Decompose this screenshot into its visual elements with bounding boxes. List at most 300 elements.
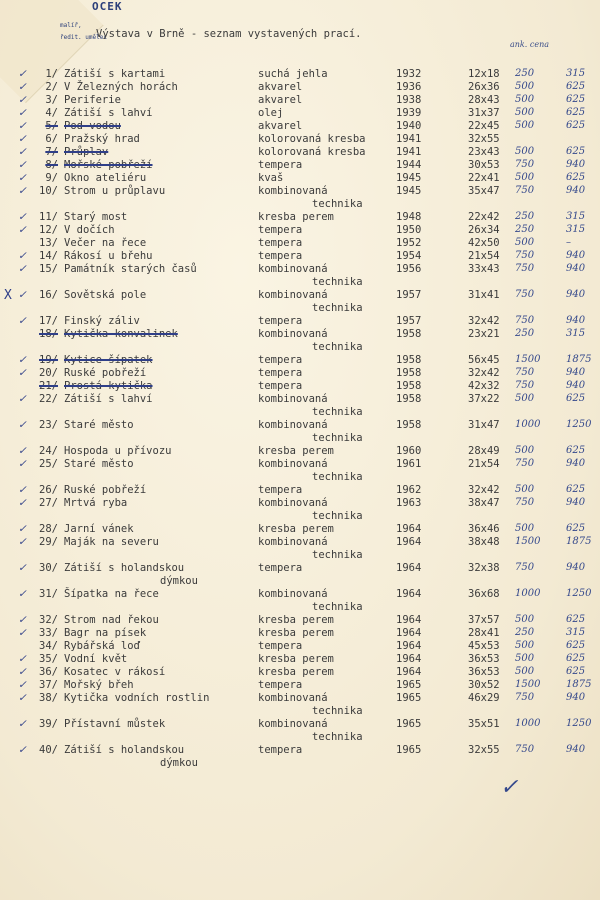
technique: akvarel xyxy=(258,81,303,93)
price-2: 625 xyxy=(566,81,586,92)
year: 1936 xyxy=(396,81,422,93)
dimensions: 35x47 xyxy=(468,185,500,197)
technique: tempera xyxy=(258,562,303,574)
price-2: – xyxy=(566,237,571,248)
price-1: 250 xyxy=(515,224,535,235)
year: 1964 xyxy=(396,588,422,600)
artwork-title: Bagr na písek xyxy=(64,627,147,639)
list-item xyxy=(0,640,600,653)
check-mark: ✓ xyxy=(18,653,27,665)
year: 1932 xyxy=(396,68,422,80)
artwork-title: V dočích xyxy=(64,224,115,236)
artwork-title: Mořské pobřeží xyxy=(64,159,153,171)
list-item xyxy=(0,146,600,159)
artwork-title: Staré město xyxy=(64,458,134,470)
artwork-title: Mrtvá ryba xyxy=(64,497,128,509)
title-continued: dýmkou xyxy=(160,575,198,587)
price-1: 1000 xyxy=(515,718,541,729)
artwork-title: Periferie xyxy=(64,94,121,106)
check-mark: ✓ xyxy=(18,614,27,626)
price-2: 625 xyxy=(566,120,586,131)
list-item xyxy=(0,744,600,757)
dimensions: 42x50 xyxy=(468,237,500,249)
check-mark: ✓ xyxy=(18,289,27,301)
title-continued: dýmkou xyxy=(160,757,198,769)
check-mark: ✓ xyxy=(18,146,27,158)
list-item xyxy=(0,536,600,549)
technique: akvarel xyxy=(258,94,303,106)
year: 1940 xyxy=(396,120,422,132)
year: 1938 xyxy=(396,94,422,106)
check-mark: ✓ xyxy=(18,562,27,574)
year: 1964 xyxy=(396,536,422,548)
dimensions: 42x32 xyxy=(468,380,500,392)
dimensions: 26x36 xyxy=(468,81,500,93)
year: 1964 xyxy=(396,653,422,665)
item-number: 6/ xyxy=(45,133,58,145)
price-1: 250 xyxy=(515,328,535,339)
list-item xyxy=(0,458,600,471)
price-1: 750 xyxy=(515,250,535,261)
technique: tempera xyxy=(258,640,303,652)
item-number: 10/ xyxy=(39,185,58,197)
item-number: 1/ xyxy=(45,68,58,80)
technique-continued: technika xyxy=(312,198,363,210)
item-number: 35/ xyxy=(39,653,58,665)
price-1: 250 xyxy=(515,68,535,79)
check-mark: ✓ xyxy=(18,172,27,184)
list-item xyxy=(0,185,600,198)
technique: suchá jehla xyxy=(258,68,328,80)
artwork-title: Rybářská loď xyxy=(64,640,140,652)
dimensions: 21x54 xyxy=(468,458,500,470)
artwork-title: Mořský břeh xyxy=(64,679,134,691)
check-mark: ✓ xyxy=(18,120,27,132)
check-mark: ✓ xyxy=(18,81,27,93)
list-item xyxy=(0,393,600,406)
technique: kresba perem xyxy=(258,211,334,223)
price-2: 940 xyxy=(566,159,586,170)
item-number: 4/ xyxy=(45,107,58,119)
check-mark: ✓ xyxy=(18,458,27,470)
price-1: 500 xyxy=(515,120,535,131)
list-item xyxy=(0,315,600,328)
artwork-title: Ruské pobřeží xyxy=(64,484,147,496)
artwork-title: Památník starých časů xyxy=(64,263,197,275)
check-mark: ✓ xyxy=(18,159,27,171)
year: 1965 xyxy=(396,744,422,756)
artwork-title: Sovětská pole xyxy=(64,289,147,301)
price-2: 625 xyxy=(566,666,586,677)
year: 1952 xyxy=(396,237,422,249)
price-2: 625 xyxy=(566,172,586,183)
technique: kombinovaná xyxy=(258,497,328,509)
price-2: 940 xyxy=(566,367,586,378)
stamp-subtitle-2: ředit. umělec xyxy=(60,34,107,41)
price-2: 1875 xyxy=(566,354,592,365)
technique: kresba perem xyxy=(258,523,334,535)
list-item xyxy=(0,224,600,237)
check-mark: ✓ xyxy=(18,367,27,379)
check-mark: ✓ xyxy=(18,744,27,756)
list-item xyxy=(0,94,600,107)
artwork-title: Starý most xyxy=(64,211,128,223)
technique: akvarel xyxy=(258,120,303,132)
technique-continued: technika xyxy=(312,705,363,717)
item-number: 13/ xyxy=(39,237,58,249)
technique: kombinovaná xyxy=(258,263,328,275)
year: 1964 xyxy=(396,666,422,678)
dimensions: 23x21 xyxy=(468,328,500,340)
dimensions: 33x43 xyxy=(468,263,500,275)
technique-continued: technika xyxy=(312,341,363,353)
artwork-title: Přístavní můstek xyxy=(64,718,166,730)
item-number: 26/ xyxy=(39,484,58,496)
item-number: 23/ xyxy=(39,419,58,431)
item-number: 34/ xyxy=(39,640,58,652)
item-number: 12/ xyxy=(39,224,58,236)
item-number: 31/ xyxy=(39,588,58,600)
dimensions: 28x43 xyxy=(468,94,500,106)
list-item xyxy=(0,692,600,705)
check-mark: ✓ xyxy=(18,679,27,691)
technique-continued: technika xyxy=(312,302,363,314)
list-item xyxy=(0,263,600,276)
technique: kombinovaná xyxy=(258,289,328,301)
artwork-title: Zátiší s holandskou xyxy=(64,744,185,756)
stamp-subtitle: malíř, xyxy=(60,22,82,29)
technique: tempera xyxy=(258,367,303,379)
technique: kvaš xyxy=(258,172,284,184)
year: 1957 xyxy=(396,289,422,301)
list-item xyxy=(0,679,600,692)
dimensions: 32x55 xyxy=(468,133,500,145)
technique: kombinovaná xyxy=(258,692,328,704)
price-1: 500 xyxy=(515,614,535,625)
item-number: 29/ xyxy=(39,536,58,548)
list-item xyxy=(0,367,600,380)
dimensions: 32x42 xyxy=(468,367,500,379)
item-number: 16/ xyxy=(39,289,58,301)
price-column-note: ank. cena xyxy=(510,40,549,49)
artwork-title: Okno ateliéru xyxy=(64,172,147,184)
check-mark: ✓ xyxy=(18,497,27,509)
price-2: 1250 xyxy=(566,419,592,430)
price-2: 625 xyxy=(566,146,586,157)
year: 1958 xyxy=(396,367,422,379)
artwork-title: Kosatec v rákosí xyxy=(64,666,166,678)
price-1: 250 xyxy=(515,627,535,638)
check-mark: ✓ xyxy=(18,211,27,223)
item-number: 5/ xyxy=(45,120,58,132)
technique-continued: technika xyxy=(312,510,363,522)
item-number: 40/ xyxy=(39,744,58,756)
check-mark: ✓ xyxy=(18,94,27,106)
list-item xyxy=(0,445,600,458)
technique: kresba perem xyxy=(258,614,334,626)
technique: tempera xyxy=(258,159,303,171)
item-number: 15/ xyxy=(39,263,58,275)
cross-mark: X xyxy=(4,288,12,303)
item-number: 8/ xyxy=(45,159,58,171)
item-number: 21/ xyxy=(39,380,58,392)
check-mark: ✓ xyxy=(18,224,27,236)
artwork-title: Zátiší s lahví xyxy=(64,393,153,405)
list-item xyxy=(0,588,600,601)
dimensions: 26x34 xyxy=(468,224,500,236)
item-number: 33/ xyxy=(39,627,58,639)
dimensions: 32x42 xyxy=(468,315,500,327)
item-number: 17/ xyxy=(39,315,58,327)
year: 1962 xyxy=(396,484,422,496)
dimensions: 36x68 xyxy=(468,588,500,600)
list-item xyxy=(0,107,600,120)
item-number: 14/ xyxy=(39,250,58,262)
list-item xyxy=(0,484,600,497)
check-mark: ✓ xyxy=(18,523,27,535)
price-1: 500 xyxy=(515,146,535,157)
price-2: 940 xyxy=(566,250,586,261)
price-1: 750 xyxy=(515,289,535,300)
list-item xyxy=(0,419,600,432)
check-mark: ✓ xyxy=(18,354,27,366)
item-number: 28/ xyxy=(39,523,58,535)
list-item xyxy=(0,120,600,133)
artwork-title: Pod vodou xyxy=(64,120,121,132)
technique: kresba perem xyxy=(258,627,334,639)
artwork-title: Kytička konvalinek xyxy=(64,328,178,340)
price-2: 315 xyxy=(566,627,586,638)
price-1: 1500 xyxy=(515,536,541,547)
price-1: 1000 xyxy=(515,588,541,599)
item-number: 39/ xyxy=(39,718,58,730)
price-2: 625 xyxy=(566,523,586,534)
technique-continued: technika xyxy=(312,406,363,418)
check-mark: ✓ xyxy=(18,627,27,639)
check-mark: ✓ xyxy=(18,536,27,548)
dimensions: 36x53 xyxy=(468,666,500,678)
price-2: 940 xyxy=(566,315,586,326)
price-1: 500 xyxy=(515,237,535,248)
price-2: 940 xyxy=(566,289,586,300)
artwork-title: Kytice šípatek xyxy=(64,354,153,366)
dimensions: 36x46 xyxy=(468,523,500,535)
price-2: 625 xyxy=(566,653,586,664)
list-item xyxy=(0,653,600,666)
price-1: 500 xyxy=(515,653,535,664)
price-1: 500 xyxy=(515,172,535,183)
dimensions: 36x53 xyxy=(468,653,500,665)
price-1: 500 xyxy=(515,81,535,92)
technique: kombinovaná xyxy=(258,328,328,340)
price-1: 500 xyxy=(515,94,535,105)
year: 1964 xyxy=(396,562,422,574)
dimensions: 38x48 xyxy=(468,536,500,548)
artwork-title: Pražský hrad xyxy=(64,133,140,145)
price-1: 500 xyxy=(515,484,535,495)
year: 1964 xyxy=(396,627,422,639)
item-number: 36/ xyxy=(39,666,58,678)
year: 1965 xyxy=(396,679,422,691)
price-2: 1875 xyxy=(566,679,592,690)
dimensions: 46x29 xyxy=(468,692,500,704)
list-item xyxy=(0,250,600,263)
list-item xyxy=(0,328,600,341)
year: 1948 xyxy=(396,211,422,223)
price-2: 625 xyxy=(566,640,586,651)
price-2: 1875 xyxy=(566,536,592,547)
dimensions: 45x53 xyxy=(468,640,500,652)
technique: tempera xyxy=(258,679,303,691)
technique: tempera xyxy=(258,224,303,236)
price-2: 940 xyxy=(566,497,586,508)
artwork-title: Hospoda u přívozu xyxy=(64,445,172,457)
year: 1958 xyxy=(396,393,422,405)
technique: kolorovaná kresba xyxy=(258,133,366,145)
year: 1964 xyxy=(396,523,422,535)
price-2: 315 xyxy=(566,211,586,222)
year: 1944 xyxy=(396,159,422,171)
price-1: 750 xyxy=(515,380,535,391)
artwork-title: Zátiší s lahví xyxy=(64,107,153,119)
year: 1939 xyxy=(396,107,422,119)
year: 1941 xyxy=(396,133,422,145)
technique: kresba perem xyxy=(258,666,334,678)
check-mark: ✓ xyxy=(18,263,27,275)
list-item xyxy=(0,562,600,575)
technique: kolorovaná kresba xyxy=(258,146,366,158)
price-1: 750 xyxy=(515,367,535,378)
item-number: 9/ xyxy=(45,172,58,184)
check-mark: ✓ xyxy=(18,133,27,145)
dimensions: 31x37 xyxy=(468,107,500,119)
item-number: 32/ xyxy=(39,614,58,626)
list-item xyxy=(0,68,600,81)
list-item xyxy=(0,523,600,536)
artwork-title: Prostá kytička xyxy=(64,380,153,392)
artwork-title: Ruské pobřeží xyxy=(64,367,147,379)
price-1: 1500 xyxy=(515,679,541,690)
price-2: 625 xyxy=(566,393,586,404)
technique: kombinovaná xyxy=(258,419,328,431)
price-2: 1250 xyxy=(566,718,592,729)
artwork-title: Staré město xyxy=(64,419,134,431)
artwork-title: Jarní vánek xyxy=(64,523,134,535)
list-item xyxy=(0,133,600,146)
document-title: Výstava v Brně - seznam vystavených prací. xyxy=(96,28,362,40)
check-mark: ✓ xyxy=(18,107,27,119)
check-mark: ✓ xyxy=(18,393,27,405)
check-mark: ✓ xyxy=(18,692,27,704)
price-1: 750 xyxy=(515,744,535,755)
year: 1964 xyxy=(396,614,422,626)
technique: tempera xyxy=(258,315,303,327)
price-2: 625 xyxy=(566,94,586,105)
dimensions: 30x53 xyxy=(468,159,500,171)
technique-continued: technika xyxy=(312,432,363,444)
dimensions: 37x57 xyxy=(468,614,500,626)
technique-continued: technika xyxy=(312,549,363,561)
dimensions: 23x43 xyxy=(468,146,500,158)
dimensions: 30x52 xyxy=(468,679,500,691)
technique: tempera xyxy=(258,380,303,392)
artwork-title: Průplav xyxy=(64,146,109,158)
check-mark: ✓ xyxy=(18,666,27,678)
stamp: OCEK xyxy=(92,0,123,13)
price-2: 625 xyxy=(566,107,586,118)
price-1: 750 xyxy=(515,562,535,573)
dimensions: 28x49 xyxy=(468,445,500,457)
price-1: 500 xyxy=(515,107,535,118)
price-1: 500 xyxy=(515,393,535,404)
technique: kombinovaná xyxy=(258,718,328,730)
item-number: 11/ xyxy=(39,211,58,223)
dimensions: 56x45 xyxy=(468,354,500,366)
year: 1958 xyxy=(396,328,422,340)
dimensions: 35x51 xyxy=(468,718,500,730)
artwork-title: Rákosí u břehu xyxy=(64,250,153,262)
artwork-title: Strom nad řekou xyxy=(64,614,159,626)
price-2: 940 xyxy=(566,185,586,196)
price-2: 940 xyxy=(566,744,586,755)
dimensions: 22x45 xyxy=(468,120,500,132)
price-1: 750 xyxy=(515,185,535,196)
price-1: 1500 xyxy=(515,354,541,365)
technique: kombinovaná xyxy=(258,185,328,197)
list-item xyxy=(0,159,600,172)
year: 1961 xyxy=(396,458,422,470)
artwork-title: Finský záliv xyxy=(64,315,140,327)
year: 1958 xyxy=(396,354,422,366)
list-item xyxy=(0,237,600,250)
year: 1958 xyxy=(396,419,422,431)
dimensions: 22x41 xyxy=(468,172,500,184)
list-item xyxy=(0,614,600,627)
list-item xyxy=(0,666,600,679)
year: 1954 xyxy=(396,250,422,262)
technique: tempera xyxy=(258,237,303,249)
check-mark: ✓ xyxy=(18,484,27,496)
year: 1956 xyxy=(396,263,422,275)
technique: olej xyxy=(258,107,284,119)
dimensions: 31x47 xyxy=(468,419,500,431)
artwork-title: V Železných horách xyxy=(64,81,178,93)
year: 1963 xyxy=(396,497,422,509)
list-item xyxy=(0,81,600,94)
technique: tempera xyxy=(258,484,303,496)
item-number: 3/ xyxy=(45,94,58,106)
year: 1957 xyxy=(396,315,422,327)
technique: kombinovaná xyxy=(258,393,328,405)
technique: tempera xyxy=(258,250,303,262)
check-mark: ✓ xyxy=(18,68,27,80)
item-number: 19/ xyxy=(39,354,58,366)
technique: kombinovaná xyxy=(258,588,328,600)
artwork-title: Maják na severu xyxy=(64,536,159,548)
year: 1950 xyxy=(396,224,422,236)
list-item xyxy=(0,380,600,393)
dimensions: 21x54 xyxy=(468,250,500,262)
price-2: 940 xyxy=(566,458,586,469)
item-number: 25/ xyxy=(39,458,58,470)
price-1: 500 xyxy=(515,445,535,456)
price-2: 940 xyxy=(566,692,586,703)
price-2: 315 xyxy=(566,328,586,339)
item-number: 27/ xyxy=(39,497,58,509)
year: 1960 xyxy=(396,445,422,457)
price-1: 250 xyxy=(515,211,535,222)
list-item xyxy=(0,289,600,302)
